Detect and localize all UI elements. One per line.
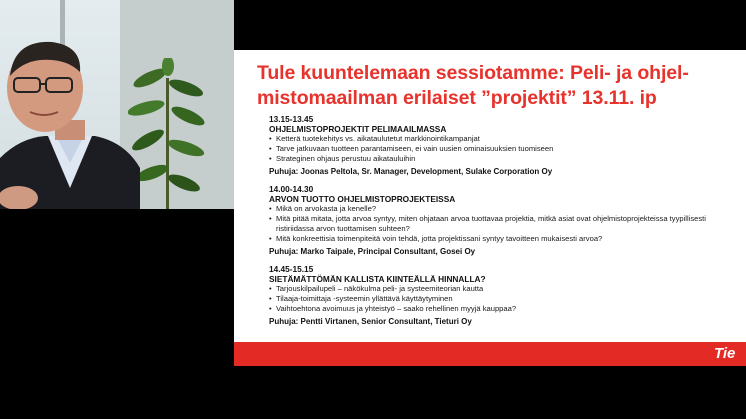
tieturi-logo — [704, 342, 746, 366]
session-speaker: Puhuja: Marko Taipale, Principal Consultant, Gosei Oy — [269, 247, 476, 256]
bullet-item: • Mikä on arvokasta ja kenelle? — [269, 204, 739, 214]
presentation-slide — [234, 50, 746, 366]
bullet-item: • Mitä pitää mitata, jotta arvoa syntyy, miten ohjataan arvoa tuottavaa projektia, mitkä asiat ovat ohjelmistoprojekteissa tyypillisesti ristiriidassa arvon tuottamisen suhteen? — [269, 214, 739, 234]
logo-text: Tie — [714, 345, 736, 362]
slide-title — [257, 61, 743, 111]
bullet-item: • Mitä konkreettisia toimenpiteitä voin tehdä, jotta projektissani syntyy tavoitteen mukaisesti arvoa? — [269, 234, 739, 244]
session-speaker: Puhuja: Joonas Peltola, Sr. Manager, Development, Sulake Corporation Oy — [269, 167, 553, 176]
session-2 — [269, 184, 739, 257]
bullet-item: • Tarve jatkuvaan tuotteen parantamiseen, ei vain uusien ominaisuuksien tuomiseen — [269, 144, 739, 154]
session-bullets — [269, 284, 739, 314]
slide-title-line-1: Tule kuuntelemaan sessiotamme: Peli- ja ohjel- — [257, 62, 689, 84]
slide-title-line-2: mistomaailman erilaiset ”projektit” 13.11. ip — [257, 87, 657, 109]
bullet-item: • Ketterä tuotekehitys vs. aikataulutetut markkinointikampanjat — [269, 134, 739, 144]
session-speaker: Puhuja: Pentti Virtanen, Senior Consultant, Tieturi Oy — [269, 317, 472, 326]
slide-footer-bar — [234, 342, 746, 366]
session-3 — [269, 264, 739, 327]
session-time: 14.00-14.30 — [269, 184, 314, 194]
session-title: OHJELMISTOPROJEKTIT PELIMAAILMASSA — [269, 124, 447, 134]
session-time: 14.45-15.15 — [269, 264, 314, 274]
plant-image — [128, 58, 208, 209]
session-bullets — [269, 134, 739, 164]
session-time: 13.15-13.45 — [269, 114, 314, 124]
agenda — [269, 114, 739, 334]
bullet-item: • Vaihtoehtona avoimuus ja yhteistyö – saako rehellinen myyjä kauppaa? — [269, 304, 739, 314]
session-bullets — [269, 204, 739, 244]
bullet-item: • Strateginen ohjaus perustuu aikatauluihin — [269, 154, 739, 164]
bullet-item: • Tarjouskilpailupeli – näkökulma peli- ja systeemiteorian kautta — [269, 284, 739, 294]
webcam-video-feed — [0, 0, 234, 209]
bullet-item: • Tilaaja-toimittaja -systeemin yllättävä käyttäytyminen — [269, 294, 739, 304]
presenter-image — [0, 38, 140, 209]
session-title: ARVON TUOTTO OHJELMISTOPROJEKTEISSA — [269, 194, 456, 204]
session-1 — [269, 114, 739, 177]
session-title: SIETÄMÄTTÖMÄN KALLISTA KIINTEÄLLÄ HINNALLA? — [269, 274, 486, 284]
